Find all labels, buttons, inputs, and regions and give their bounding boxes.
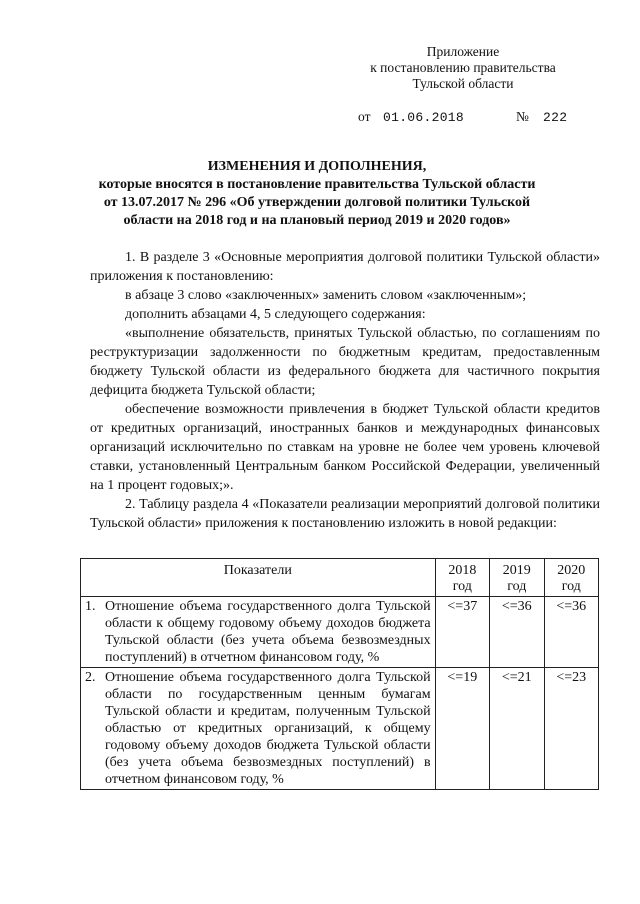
paragraph-3: дополнить абзацами 4, 5 следующего содержания: bbox=[125, 307, 426, 322]
indicator-text: Отношение объема государственного долга Тульской области по государственным ценным бумагам Тульской области и кредитам, полученным Тульской областью от кредитных организаций, к общему годовому объему доходов бюджета Тульской области (без учета объема безвозмездных поступлений) в отчетном финансовом году, % bbox=[105, 670, 431, 787]
indicator-cell bbox=[81, 668, 436, 790]
row-number: 2. bbox=[85, 670, 96, 685]
title-line-3: от 13.07.2017 № 296 «Об утверждении долговой политики Тульской bbox=[103, 195, 531, 210]
title-line-2: которые вносятся в постановление правительства Тульской области bbox=[98, 177, 536, 192]
resolution-number: 222 bbox=[543, 110, 568, 125]
value-2018: <=37 bbox=[435, 597, 489, 668]
title-line-4: области на 2018 год и на плановый период 2019 и 2020 годов» bbox=[123, 213, 511, 228]
indicator-text: Отношение объема государственного долга Тульской области к общему годовому объему доходов бюджета Тульской области (без учета объема безвозмездных поступлений) в отчетном финансовом году, % bbox=[105, 599, 431, 665]
indicators-table bbox=[80, 558, 599, 790]
paragraph-4: «выполнение обязательств, принятых Тульской областью, по соглашениям по реструктуризации задолженности по бюджетным кредитам, предоставленным бюджету Тульской области из федерального бюджета для частичного покрытия дефицита бюджета Тульской области; bbox=[90, 326, 600, 398]
value-2019: <=36 bbox=[490, 597, 544, 668]
value-2020: <=36 bbox=[544, 597, 598, 668]
document-body bbox=[90, 248, 600, 533]
table-row bbox=[81, 668, 599, 790]
paragraph-1: 1. В разделе 3 «Основные мероприятия долговой политики Тульской области» приложения к постановлению: bbox=[90, 250, 600, 284]
appendix-line-1: Приложение bbox=[426, 44, 500, 59]
header-year-2019: 2019 год bbox=[490, 559, 544, 597]
resolution-date: 01.06.2018 bbox=[383, 110, 465, 125]
appendix-line-2: к постановлению правительства bbox=[370, 60, 556, 75]
appendix-block bbox=[352, 44, 574, 92]
from-label: от bbox=[358, 109, 371, 124]
paragraph-5: обеспечение возможности привлечения в бюджет Тульской области кредитов от кредитных организаций, иностранных банков и международных финансовых организаций исключительно по ставкам на уровне не более чем уровень ключевой ставки, установленный Центральным банком Российской Федерации, увеличенный на 1 процент годовых;». bbox=[90, 402, 600, 493]
title-line-1: ИЗМЕНЕНИЯ И ДОПОЛНЕНИЯ, bbox=[207, 159, 427, 174]
table-row bbox=[81, 597, 599, 668]
header-year-2020: 2020 год bbox=[544, 559, 598, 597]
paragraph-6: 2. Таблицу раздела 4 «Показатели реализации мероприятий долговой политики Тульской области» приложения к постановлению изложить в новой редакции: bbox=[90, 497, 600, 531]
number-sign: № bbox=[516, 109, 529, 124]
value-2019: <=21 bbox=[490, 668, 544, 790]
table-header-row bbox=[81, 559, 599, 597]
appendix-line-3: Тульской области bbox=[412, 76, 514, 91]
paragraph-2: в абзаце 3 слово «заключенных» заменить словом «заключенным»; bbox=[125, 288, 527, 303]
value-2018: <=19 bbox=[435, 668, 489, 790]
header-indicators: Показатели bbox=[81, 559, 436, 597]
header-year-2018: 2018 год bbox=[435, 559, 489, 597]
value-2020: <=23 bbox=[544, 668, 598, 790]
document-title bbox=[90, 158, 544, 230]
indicator-cell bbox=[81, 597, 436, 668]
row-number: 1. bbox=[85, 599, 96, 614]
